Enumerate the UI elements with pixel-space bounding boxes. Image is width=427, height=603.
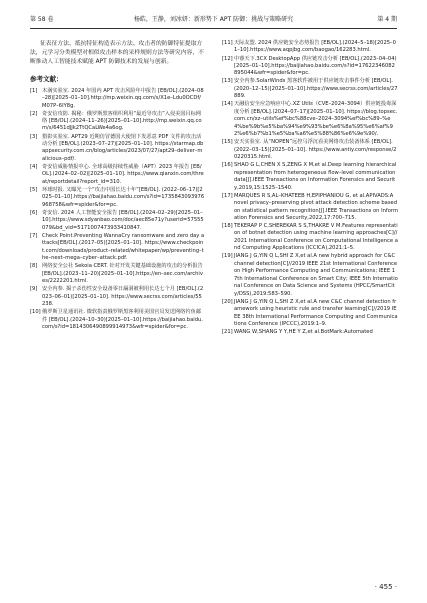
reference-item	[30, 164, 205, 186]
reference-number: [16]	[222, 162, 233, 169]
reference-item	[30, 134, 205, 164]
reference-text: 奇安信攻防. 揭秘：俄罗斯黑客组织利用“最近导攻击”入侵美国目标网络 [EB/OL].(2024–11–26)[2025–01–10].http://mp.weixin.qq.com/s/6451dJJk2TtQCaLWe4a6og.	[42, 110, 202, 132]
reference-text: 猎影实验室. APT29 近期仿冒德国大使馆下发恶意 PDF 文件的攻击活动分析 [EB/OL].(2023–07–27)[2025–01–10]. https://starmap.dbappsecurity.com.cn/blog/articles/2023/07/27/apt29–deliver–malicious–pdf/.	[42, 133, 204, 162]
reference-text: WANG W,SHANG Y Y,HE Y Z,et al.BotMark:Automated	[234, 329, 373, 336]
reference-text: JIANG J G,YIN Q L,SHI Z X,et al.A new hybrid approach for C&C channel detection[C]//2019 IEEE 21st International Conference on High Performance Computing and Communications; IEEE 17th International Conference on Smart City; IEEE 5th International Conference on Data Science and Systems (HPCC/SmartCity/DSS),2019:583–590.	[234, 253, 398, 297]
reference-text: 天际友盟. 2024 供应链安全态势报告 [EB/OL].(2024–5–18)[2025–01–10].https://www.aqpjbg.com/baogao/162283.html.	[234, 40, 396, 54]
reference-number: [3]	[30, 133, 38, 140]
body-paragraph: 征表征方法、抵抗特征构造表示方法、攻击者的防御特征提取方法，元学习分类模型对相似攻击样本的采样规则方法等研究内容，不断推动人工智能技术赋能 APT 防御技术的发展与创新。	[30, 41, 204, 66]
reference-number: [20]	[222, 298, 233, 305]
reference-number: [2]	[30, 110, 38, 117]
reference-number: [4]	[30, 163, 38, 170]
reference-text: JIANG J G,YIN Q L,SHI Z X,et al.A new C&C channel detection framework using heuristic rule and transfer learning[C]//2019 IEEE 38th International Performance Computing and Communications Conference (IPCCC),2019:1–9.	[234, 298, 398, 328]
journal-volume: 第 58 卷	[30, 16, 54, 23]
reference-item	[222, 78, 398, 100]
reference-text: SHAO G L,CHEN X S,ZENG X M,et al.Deep learning hierarchical representation from heterogeneous flow–level communication data[J].IEEE Transactions on Information Forensics and Security,2019,15:1525–1540.	[234, 162, 397, 191]
reference-number: [11]	[222, 40, 233, 46]
page-number: · 455 ·	[374, 583, 397, 591]
reference-item	[30, 286, 205, 308]
reference-text: Check Point.Preventing WannaCry ransomware and zero day attacks[EB/OL].(2017–05)[2025–01–10]. https://www.checkpoint.com/downloads/product–related/whitepaper/wp/preventing–the–next–mega–cyber–attack.pdf.	[42, 232, 205, 262]
reference-number: [12]	[222, 55, 233, 62]
reference-number: [17]	[222, 192, 233, 199]
reference-item	[222, 40, 398, 55]
reference-item	[30, 111, 205, 133]
reference-item	[222, 253, 398, 298]
reference-text: TEKERAP P C,SHEREKAR S S,THAKRE V M.Features representation of botnet detection using machine learning approaches[C]//2021 International Conference on Computational Intelligence and Computing Applications (ICCICA),2021:1–5.	[234, 223, 398, 252]
reference-number: [15]	[222, 139, 233, 146]
reference-item	[222, 56, 398, 78]
reference-item	[30, 187, 205, 209]
reference-text: 中睿天下.3CX DesktopApp 供应链攻击分析 [EB/OL].(2023–04–04)[2025–01–10].https://baijiahao.baidu.com/s?id=17622346082895044&wfr=spider&for=pc.	[234, 55, 397, 77]
reference-text: 安天实验室. 从“NOPEN”远控马浮沉看美网络攻击装备体系 [EB/OL].(2022–03–15)[2025–01–10]. https://www.antiy.com/response/20220315.html.	[234, 139, 397, 161]
reference-text: 奇安信威胁情报中心. 全球高级持续性威胁（APT）2023 年报告 [EB/OL].(2024–02–02)[2025–01–10]. https://www.qianxin.com/threat/reportdetail?report_id=310.	[42, 163, 204, 185]
reference-number: [18]	[222, 223, 233, 230]
reference-number: [1]	[30, 87, 38, 94]
running-title: 杨皓，王静，刘冰妍：新形势下 APT 防御：挑战与策略研究	[133, 16, 294, 23]
reference-text: 奇安信. 2024 人工智能安全报告 [EB/OL].(2024–02–29)[2025–01–10].https://www.sdyanbao.com/doc/aec85e71y?userid=57555079&bd_vid=5171007473933410847.	[42, 209, 204, 231]
reference-number: [7]	[30, 232, 38, 239]
running-header	[30, 13, 397, 27]
reference-list-right	[222, 40, 398, 337]
header-rule	[30, 28, 397, 29]
left-column	[30, 40, 205, 332]
reference-list-left	[30, 88, 205, 332]
reference-number: [14]	[222, 101, 233, 108]
reference-text: 安全内参.SolarWinds 黑客软件被用于供应链攻击事件分析 [EB/OL].(2020–12–15)[2025–01–10].https://www.secrss.com/articles/27889.	[234, 78, 398, 100]
journal-issue: 第 4 期	[377, 16, 397, 23]
reference-text: MARQUES R S,AL–KHATEEB H,EPIPHANIOU G, et al.APIVADS:A novel privacy–preserving pivot attack detection scheme based on statistical pattern recognition[J].IEEE Transactions on Information Forensics and Security,2022,17:700–715.	[234, 192, 398, 221]
reference-item	[30, 210, 205, 232]
reference-item	[222, 329, 398, 336]
reference-item	[30, 88, 205, 110]
reference-item	[222, 101, 398, 138]
reference-item	[30, 233, 205, 263]
reference-item	[222, 223, 398, 253]
references-heading: 参考文献：	[30, 74, 63, 83]
right-column	[222, 40, 398, 337]
reference-number: [19]	[222, 253, 233, 260]
reference-text: 安全内参. 揭子杀伤性安全设备零日漏洞被利用长达七个月 [EB/OL].(2023–06–01)[2025–01–10]. https://www.secrss.com/articles/55238.	[42, 286, 204, 308]
reference-text: 木满实验室. 2024 年国内 APT 攻击风险年中报告 [EB/OL].(2024–08–28)[2025–01–10].http://mp.weixin.qq.com/s/X1e–Ldu0OCDf/M07P–6IY8g.	[42, 87, 204, 109]
reference-number: [21]	[222, 329, 233, 336]
reference-item	[222, 299, 398, 329]
reference-item	[222, 139, 398, 161]
intro-text	[30, 40, 205, 68]
reference-text: 俄罗斯卫星通讯社. 微软指责俄罗斯黑客利用美国官员发送网络钓鱼邮件 [EB/OL].(2024–10–30)[2025–01–10].https://baijiahao.baidu.com/s?id=1814306490899914973&wfr=spider&for=pc.	[42, 309, 203, 330]
reference-item	[30, 263, 205, 285]
reference-text: 天融信安全应急响应中心.XZ Utils（CVE–2024–3094）供应链投毒深度分析 [EB/OL].(2024–07–17)[2025–01–10]. https://blog.topsec.com.cn/xz–utils%ef%bc%88cve–2024–3094%ef%bc%89–%e4%be%9b%e5%ba%94%e9%93%be%e6%8a%95%e6%af%92%e6%b7%b1%e5%ba%a6%e5%88%86%e6%9e%90/.	[234, 101, 398, 138]
reference-item	[30, 309, 205, 331]
reference-item	[222, 162, 398, 192]
reference-item	[222, 193, 398, 223]
reference-number: [5]	[30, 186, 38, 193]
reference-number: [13]	[222, 78, 233, 85]
reference-text: 网络安全公社 Sekoia CERT. 针对开发关键基础设施的攻击的分析报告 [EB/OL].(2023–11–20)[2025–01–10].https://en–sec.com/archives/2222201.html.	[42, 263, 203, 285]
reference-text: 环球时报. 又曝光一个“攻击中国长达十年”[EB/OL]. (2022–06–17)[2025–01–10].https://baijiahao.baidu.com/s?id=1735843093976968758&wfr=spider&for=pc.	[42, 186, 205, 208]
reference-number: [9]	[30, 286, 38, 293]
reference-number: [8]	[30, 263, 38, 270]
reference-number: [6]	[30, 209, 38, 216]
reference-number: [10]	[30, 309, 41, 316]
